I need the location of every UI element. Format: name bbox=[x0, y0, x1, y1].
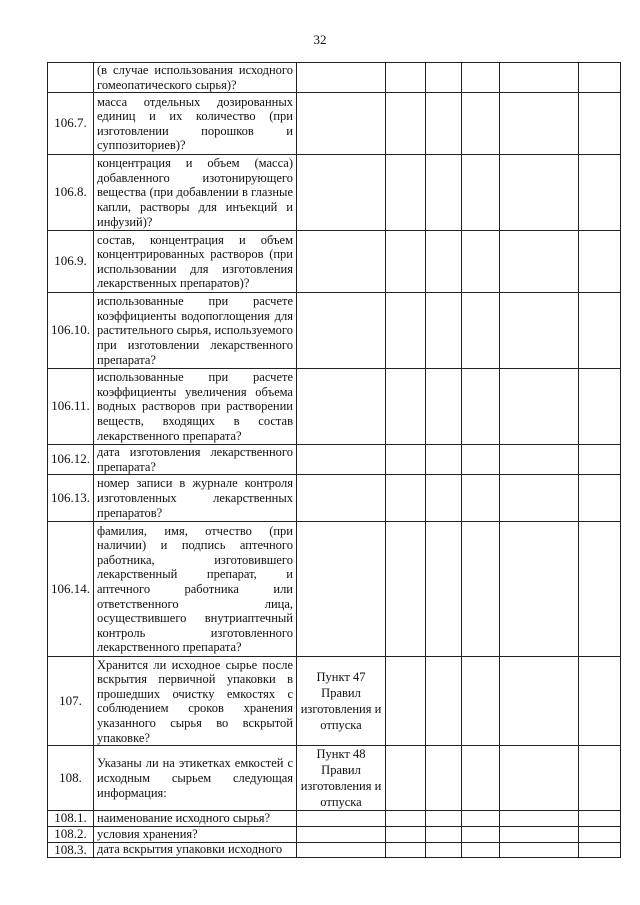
answer-cell[interactable] bbox=[386, 826, 426, 842]
answer-cell[interactable] bbox=[500, 369, 579, 445]
answer-cell[interactable] bbox=[579, 293, 621, 369]
legal-reference bbox=[297, 293, 386, 369]
item-number bbox=[48, 63, 94, 93]
question-text: концентрация и объем (масса) добавленного изотонирующего вещества (при добавлении в глазные капли, растворы для инъекций и инфузий)? bbox=[94, 155, 297, 231]
answer-cell[interactable] bbox=[426, 826, 462, 842]
answer-cell[interactable] bbox=[426, 842, 462, 858]
answer-cell[interactable] bbox=[500, 811, 579, 827]
answer-cell[interactable] bbox=[426, 231, 462, 293]
answer-cell[interactable] bbox=[386, 842, 426, 858]
answer-cell[interactable] bbox=[462, 826, 500, 842]
answer-cell[interactable] bbox=[500, 657, 579, 746]
checklist-table bbox=[47, 62, 621, 858]
table-row bbox=[48, 93, 621, 155]
legal-reference: Пункт 47 Правил изготовления и отпуска bbox=[297, 657, 386, 746]
legal-reference: Пункт 48 Правил изготовления и отпуска bbox=[297, 746, 386, 811]
answer-cell[interactable] bbox=[579, 811, 621, 827]
legal-reference bbox=[297, 63, 386, 93]
item-number: 106.14. bbox=[48, 522, 94, 657]
table-row bbox=[48, 293, 621, 369]
question-text: использованные при расчете коэффициенты водопоглощения для растительного сырья, используемого при изготовлении лекарственного препарата? bbox=[94, 293, 297, 369]
question-text: Указаны ли на этикетках емкостей с исходным сырьем следующая информация: bbox=[94, 746, 297, 811]
answer-cell[interactable] bbox=[426, 93, 462, 155]
answer-cell[interactable] bbox=[462, 657, 500, 746]
table-row bbox=[48, 826, 621, 842]
item-number: 106.12. bbox=[48, 445, 94, 475]
answer-cell[interactable] bbox=[426, 155, 462, 231]
answer-cell[interactable] bbox=[426, 522, 462, 657]
answer-cell[interactable] bbox=[462, 445, 500, 475]
answer-cell[interactable] bbox=[579, 231, 621, 293]
item-number: 107. bbox=[48, 657, 94, 746]
answer-cell[interactable] bbox=[500, 522, 579, 657]
answer-cell[interactable] bbox=[500, 155, 579, 231]
answer-cell[interactable] bbox=[579, 93, 621, 155]
answer-cell[interactable] bbox=[579, 522, 621, 657]
item-number: 108. bbox=[48, 746, 94, 811]
answer-cell[interactable] bbox=[426, 811, 462, 827]
answer-cell[interactable] bbox=[386, 811, 426, 827]
answer-cell[interactable] bbox=[386, 293, 426, 369]
answer-cell[interactable] bbox=[500, 746, 579, 811]
answer-cell[interactable] bbox=[426, 445, 462, 475]
answer-cell[interactable] bbox=[579, 657, 621, 746]
table-row bbox=[48, 475, 621, 522]
answer-cell[interactable] bbox=[500, 293, 579, 369]
table-row bbox=[48, 445, 621, 475]
answer-cell[interactable] bbox=[386, 231, 426, 293]
answer-cell[interactable] bbox=[579, 475, 621, 522]
table-row bbox=[48, 155, 621, 231]
answer-cell[interactable] bbox=[386, 445, 426, 475]
answer-cell[interactable] bbox=[500, 826, 579, 842]
answer-cell[interactable] bbox=[386, 155, 426, 231]
legal-reference bbox=[297, 155, 386, 231]
item-number: 108.2. bbox=[48, 826, 94, 842]
answer-cell[interactable] bbox=[462, 63, 500, 93]
answer-cell[interactable] bbox=[386, 746, 426, 811]
answer-cell[interactable] bbox=[500, 475, 579, 522]
answer-cell[interactable] bbox=[500, 63, 579, 93]
legal-reference bbox=[297, 842, 386, 858]
question-text: (в случае использования исходного гомеопатического сырья)? bbox=[94, 63, 297, 93]
table-row bbox=[48, 746, 621, 811]
answer-cell[interactable] bbox=[462, 842, 500, 858]
answer-cell[interactable] bbox=[462, 522, 500, 657]
answer-cell[interactable] bbox=[579, 746, 621, 811]
answer-cell[interactable] bbox=[462, 93, 500, 155]
answer-cell[interactable] bbox=[462, 475, 500, 522]
item-number: 106.11. bbox=[48, 369, 94, 445]
table-row bbox=[48, 522, 621, 657]
answer-cell[interactable] bbox=[386, 369, 426, 445]
answer-cell[interactable] bbox=[500, 445, 579, 475]
item-number: 106.9. bbox=[48, 231, 94, 293]
question-text: состав, концентрация и объем концентрированных растворов (при использовании для изготовления лекарственных препаратов)? bbox=[94, 231, 297, 293]
answer-cell[interactable] bbox=[462, 231, 500, 293]
item-number: 106.13. bbox=[48, 475, 94, 522]
answer-cell[interactable] bbox=[426, 475, 462, 522]
legal-reference bbox=[297, 522, 386, 657]
answer-cell[interactable] bbox=[462, 293, 500, 369]
question-text: фамилия, имя, отчество (при наличии) и подпись аптечного работника, изготовившего лекарственный препарат, и аптечного работника или ответственного лица, осуществившего внутриаптечный контроль изготовленного лекарственного препарата? bbox=[94, 522, 297, 657]
answer-cell[interactable] bbox=[462, 155, 500, 231]
question-text: дата вскрытия упаковки исходного bbox=[94, 842, 297, 858]
table-row bbox=[48, 231, 621, 293]
answer-cell[interactable] bbox=[579, 369, 621, 445]
legal-reference bbox=[297, 445, 386, 475]
table-row bbox=[48, 842, 621, 858]
answer-cell[interactable] bbox=[426, 369, 462, 445]
answer-cell[interactable] bbox=[500, 93, 579, 155]
legal-reference bbox=[297, 93, 386, 155]
answer-cell[interactable] bbox=[500, 231, 579, 293]
question-text: Хранится ли исходное сырье после вскрытия первичной упаковки в прошедших очистку емкостях с соблюдением сроков хранения указанного сырья во вскрытой упаковке? bbox=[94, 657, 297, 746]
table-row bbox=[48, 63, 621, 93]
table-row bbox=[48, 811, 621, 827]
answer-cell[interactable] bbox=[386, 93, 426, 155]
answer-cell[interactable] bbox=[386, 657, 426, 746]
item-number: 108.1. bbox=[48, 811, 94, 827]
answer-cell[interactable] bbox=[386, 63, 426, 93]
table-row bbox=[48, 369, 621, 445]
legal-reference bbox=[297, 826, 386, 842]
answer-cell[interactable] bbox=[386, 475, 426, 522]
legal-reference bbox=[297, 811, 386, 827]
answer-cell[interactable] bbox=[579, 842, 621, 858]
answer-cell[interactable] bbox=[426, 63, 462, 93]
item-number: 108.3. bbox=[48, 842, 94, 858]
answer-cell[interactable] bbox=[579, 155, 621, 231]
question-text: масса отдельных дозированных единиц и их количество (при изготовлении порошков и суппозиториев)? bbox=[94, 93, 297, 155]
item-number: 106.8. bbox=[48, 155, 94, 231]
question-text: использованные при расчете коэффициенты увеличения объема водных растворов при растворении веществ, входящих в состав лекарственного препарата? bbox=[94, 369, 297, 445]
answer-cell[interactable] bbox=[579, 63, 621, 93]
question-text: дата изготовления лекарственного препарата? bbox=[94, 445, 297, 475]
answer-cell[interactable] bbox=[500, 842, 579, 858]
item-number: 106.7. bbox=[48, 93, 94, 155]
legal-reference bbox=[297, 475, 386, 522]
answer-cell[interactable] bbox=[462, 746, 500, 811]
answer-cell[interactable] bbox=[426, 746, 462, 811]
answer-cell[interactable] bbox=[426, 293, 462, 369]
answer-cell[interactable] bbox=[579, 445, 621, 475]
question-text: наименование исходного сырья? bbox=[94, 811, 297, 827]
answer-cell[interactable] bbox=[462, 811, 500, 827]
page-number: 32 bbox=[313, 32, 327, 47]
question-text: номер записи в журнале контроля изготовленных лекарственных препаратов? bbox=[94, 475, 297, 522]
answer-cell[interactable] bbox=[386, 522, 426, 657]
legal-reference bbox=[297, 231, 386, 293]
answer-cell[interactable] bbox=[462, 369, 500, 445]
table-row bbox=[48, 657, 621, 746]
item-number: 106.10. bbox=[48, 293, 94, 369]
question-text: условия хранения? bbox=[94, 826, 297, 842]
answer-cell[interactable] bbox=[579, 826, 621, 842]
legal-reference bbox=[297, 369, 386, 445]
answer-cell[interactable] bbox=[426, 657, 462, 746]
